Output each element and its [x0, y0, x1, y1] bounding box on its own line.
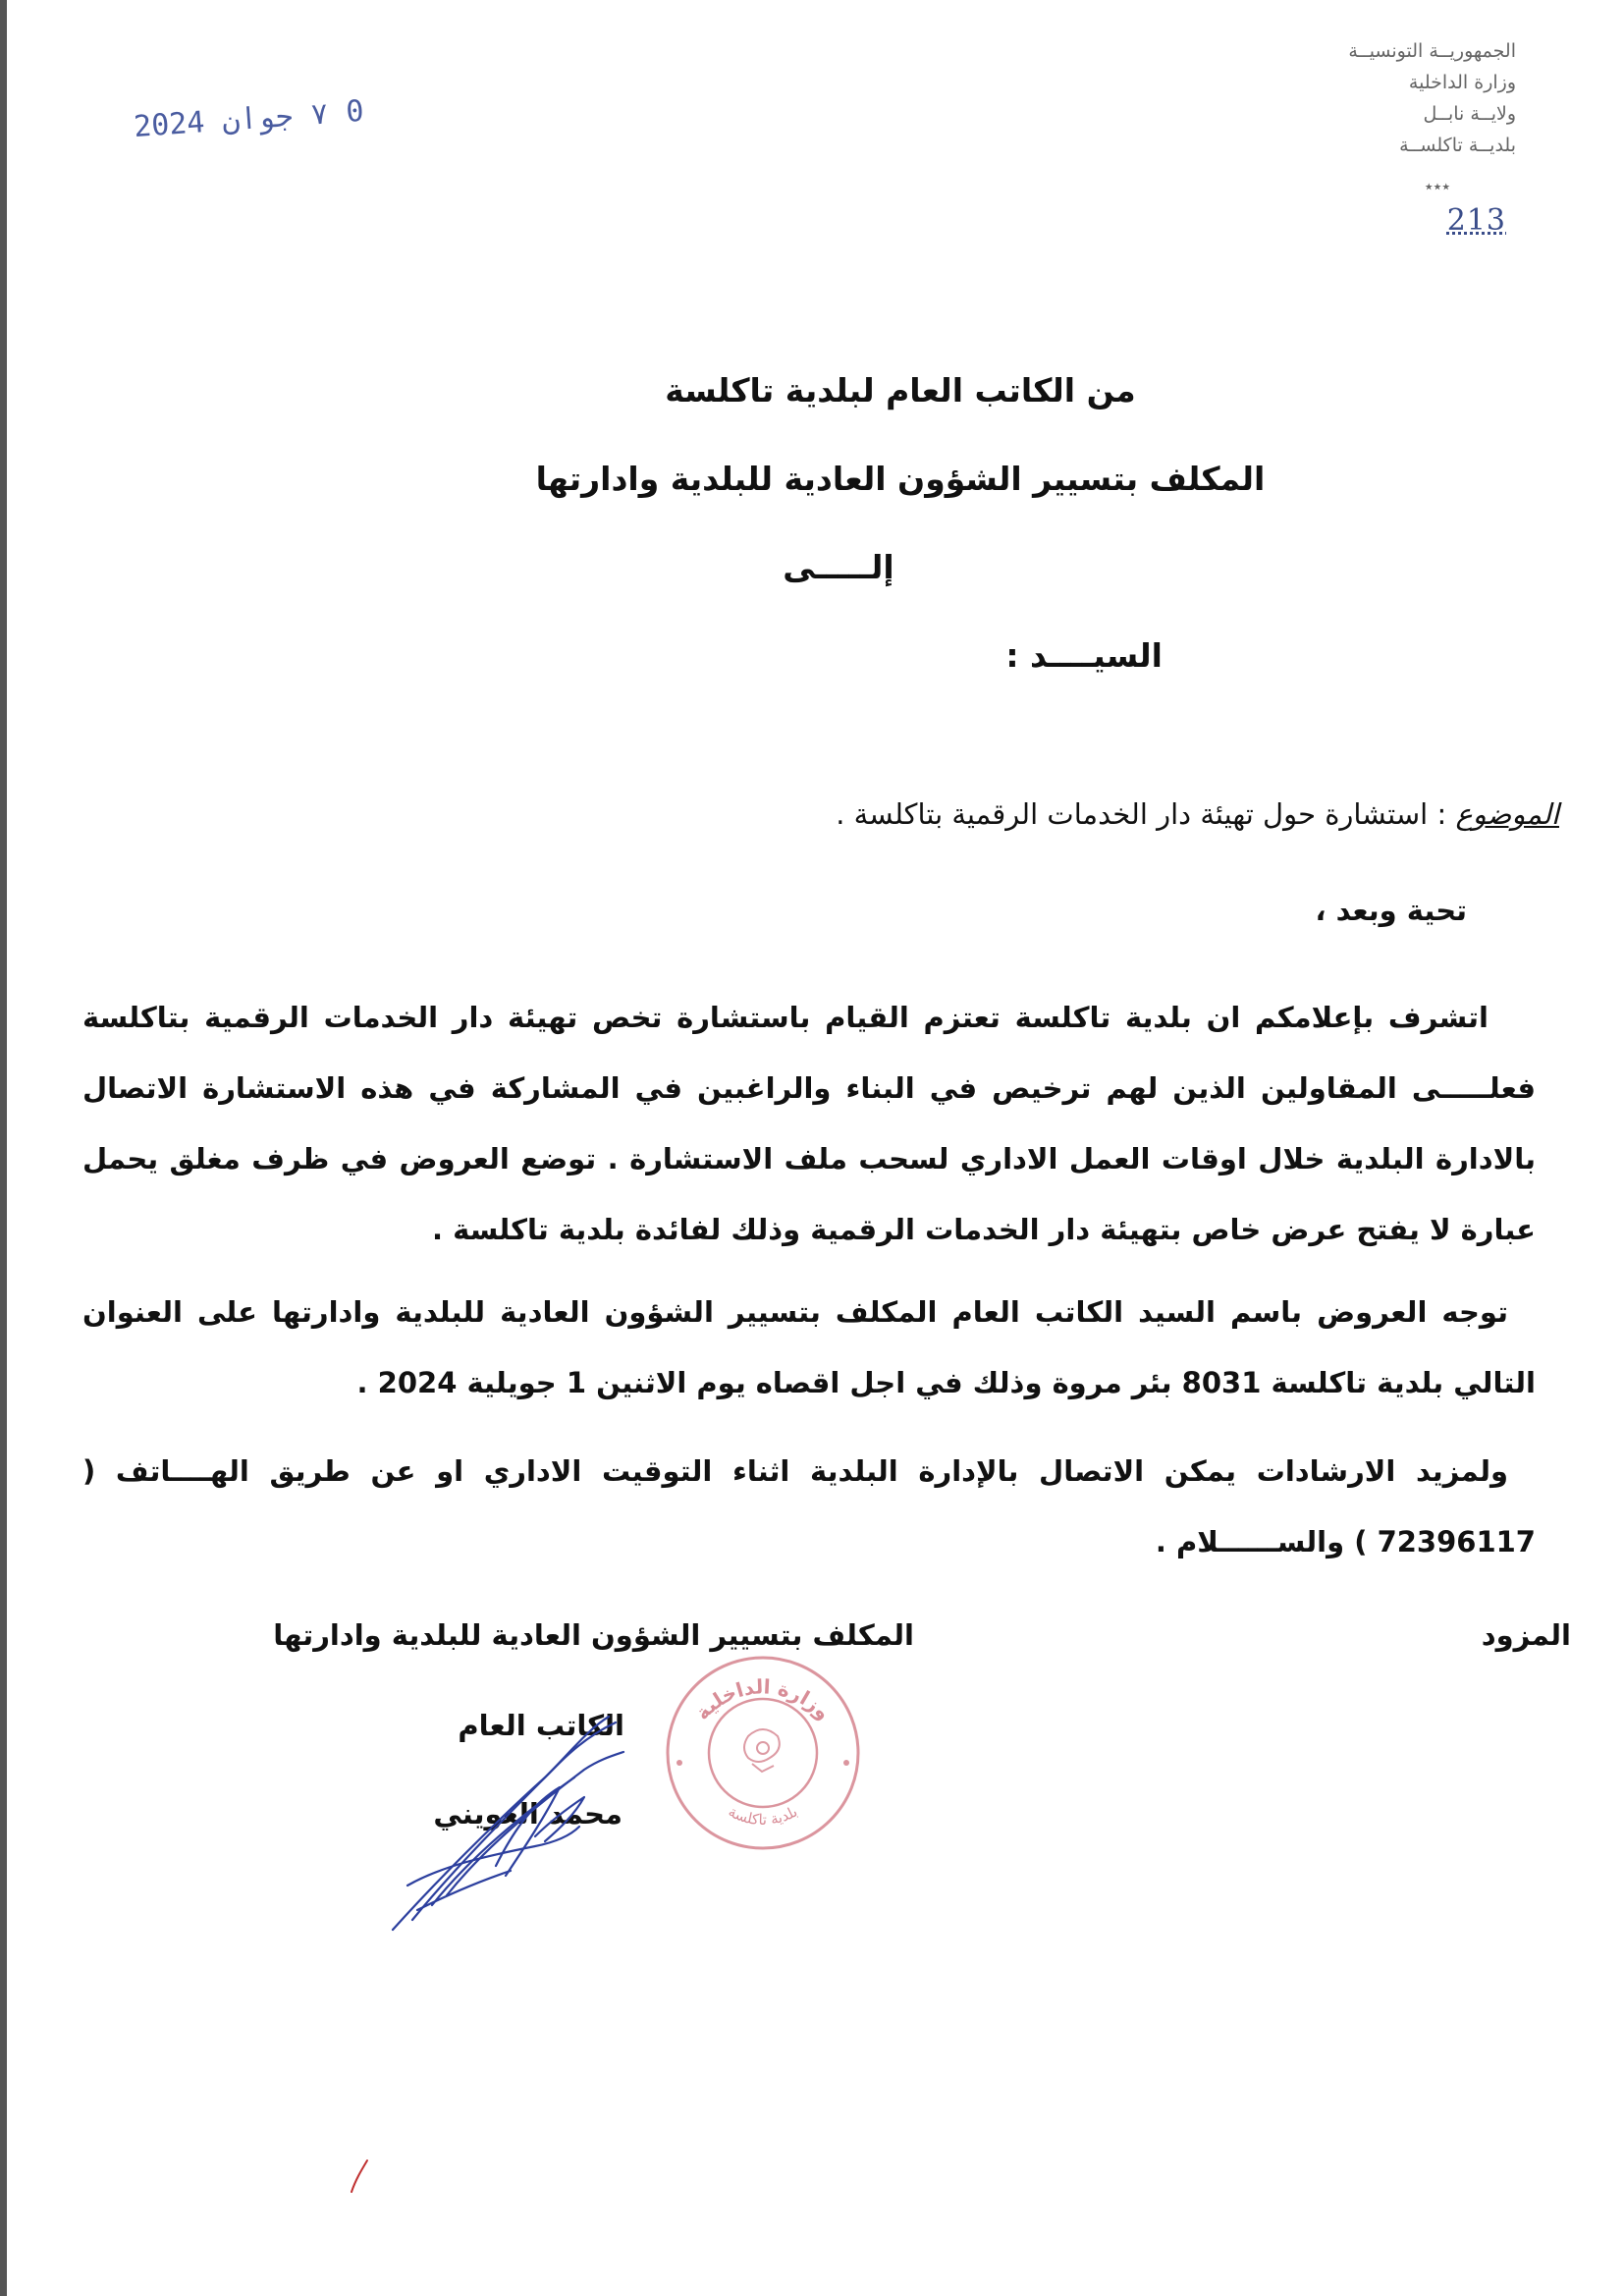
- signature-scribble: [388, 1709, 663, 1935]
- recipient-label: السيــــد :: [1005, 636, 1163, 675]
- paragraph-submission: توجه العروض باسم السيد الكاتب العام المكلف بتسيير الشؤون العادية للبلدية وادارتها على العنوان التالي بلدية تاكلسة 8031 بئر مروة وذلك في اجل اقصاه يوم الاثنين 1 جويلية 2024 .: [82, 1295, 1536, 1399]
- subject-text: : استشارة حول تهيئة دار الخدمات الرقمية بتاكلسة .: [836, 797, 1447, 831]
- letterhead-country: الجمهوريــة التونسيــة: [1348, 40, 1516, 62]
- sender-line2: المكلف بتسيير الشؤون العادية للبلدية وادارتها: [535, 460, 1266, 498]
- greeting: تحية وبعد ،: [1315, 894, 1467, 927]
- reference-number: 213: [1446, 203, 1506, 238]
- letterhead: [1261, 37, 1516, 238]
- municipal-seal-stamp: [660, 1650, 866, 1856]
- letterhead-municipality: بلديــة تاكلســة: [1399, 135, 1516, 156]
- seal-outer-text: وزارة الداخلية: [690, 1674, 836, 1724]
- letterhead-dots: ٭٭٭: [1424, 177, 1451, 195]
- scan-edge: [0, 0, 7, 2296]
- letterhead-governorate: ولايــة نابــل: [1423, 103, 1516, 125]
- date-stamp: 0 ٧ جوان 2024: [133, 93, 365, 145]
- seal-bottom-text: بلدية تاكلسة: [725, 1802, 801, 1830]
- official-title: المكلف بتسيير الشؤون العادية للبلدية وادارتها: [273, 1618, 914, 1652]
- subject-label: الموضوع: [1455, 797, 1559, 831]
- paragraph-contact: ولمزيد الارشادات يمكن الاتصال بالإدارة البلدية اثناء التوقيت الاداري او عن طريق الهــــاتف ( 72396117 ) والســــــلام .: [82, 1454, 1536, 1558]
- pen-mark: [346, 2157, 375, 2196]
- supplier-label: المزود: [1481, 1618, 1571, 1652]
- paragraph-announcement: اتشرف بإعلامكم ان بلدية تاكلسة تعتزم القيام باستشارة تخص تهيئة دار الخدمات الرقمية بتاكلسة فعلـــــى المقاولين الذين لهم ترخيص في البناء والراغبين في المشاركة في هذه الاستشارة الاتصال بالادارة البلدية خلال اوقات العمل الاداري لسحب ملف الاستشارة . توضع العروض في ظرف مغلق يحمل عبارة لا يفتح عرض خاص بتهيئة دار الخدمات الرقمية وذلك لفائدة بلدية تاكلسة .: [82, 1001, 1536, 1246]
- to-label: إلـــــى: [783, 548, 894, 586]
- sender-line1: من الكاتب العام لبلدية تاكلسة: [665, 371, 1136, 410]
- secretary-title: الكاتب العام: [458, 1709, 624, 1742]
- signatory-name: محمد العويني: [433, 1797, 623, 1831]
- letterhead-ministry: وزارة الداخلية: [1408, 72, 1516, 93]
- subject-line: [836, 797, 1559, 831]
